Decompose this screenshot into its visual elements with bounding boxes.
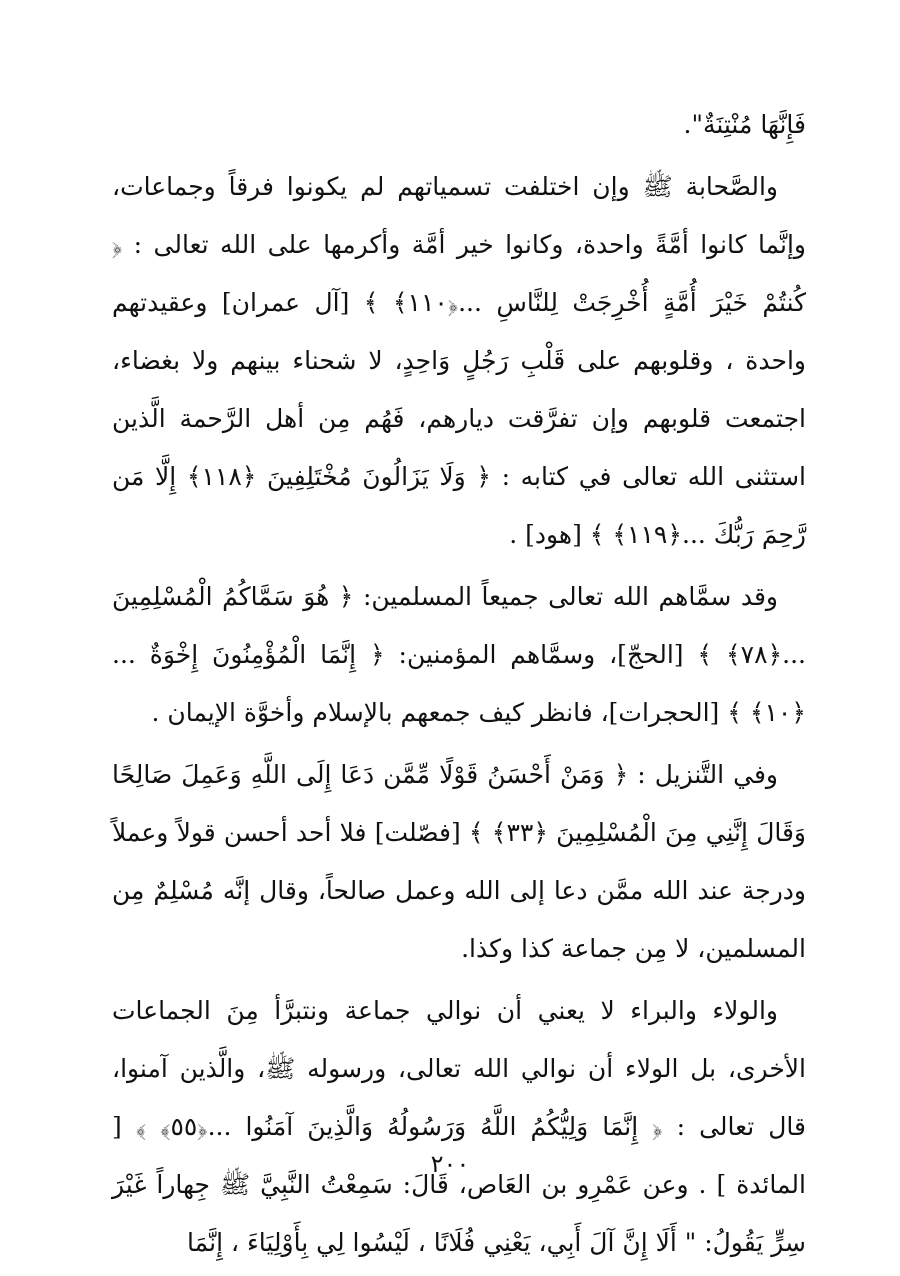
paragraph-4: وفي التَّنزيل : ﴿ وَمَنْ أَحْسَنُ قَوْلًا مِّمَّن دَعَا إِلَى اللَّهِ وَعَمِلَ صَالِحًا وَقَالَ إِنَّنِي مِنَ الْمُسْلِمِينَ ﴿٣٣﴾ ﴾ [فصّلت] فلا أحد أحسن قولاً وعملاً ودرجة عند الله ممَّن دعا إلى الله وعمل صالحاً، وقال إنَّه مُسْلِمٌ مِن المسلمين، لا مِن جماعة كذا وكذا. — [112, 760, 806, 963]
paragraph-5: والولاء والبراء لا يعني أن نوالي جماعة ونتبرَّأ مِنَ الجماعات الأخرى، بل الولاء أن نوالي الله تعالى، ورسوله ﷺ، والَّذين آمنوا، قال تعالى : ﴿ إِنَّمَا وَلِيُّكُمُ اللَّهُ وَرَسُولُهُ وَالَّذِينَ آمَنُوا ...﴿٥٥﴾ ﴾ [ المائدة ] . وعن عَمْرِو بن العَاص، قَالَ: سَمِعْتُ النَّبِيَّ ﷺ جِهاراً غَيْرَ سِرٍّ يَقُولُ: " أَلَا إِنَّ آلَ أَبِي، يَعْنِي فُلَانًا ، لَيْسُوا لِي بِأَوْلِيَاءَ ، إِنَّمَا — [112, 996, 806, 1257]
paragraph-3: وقد سمَّاهم الله تعالى جميعاً المسلمين: ﴿ هُوَ سَمَّاكُمُ الْمُسْلِمِينَ ...﴿٧٨﴾ ﴾ [الحجّ]، وسمَّاهم المؤمنين: ﴿ إِنَّمَا الْمُؤْمِنُونَ إِخْوَةٌ ...﴿١٠﴾ ﴾ [الحجرات]، فانظر كيف جمعهم بالإسلام وأخوَّة الإيمان . — [112, 582, 806, 727]
paragraph-2: والصَّحابة ﷺ وإن اختلفت تسمياتهم لم يكونوا فرقاً وجماعات، وإنَّما كانوا أمَّةً واحدة، وكانوا خير أمَّة وأكرمها على الله تعالى : ﴿ كُنتُمْ خَيْرَ أُمَّةٍ أُخْرِجَتْ لِلنَّاسِ ...﴿١١٠﴾ ﴾ [آل عمران] وعقيدتهم واحدة ، وقلوبهم على قَلْبِ رَجُلٍ وَاحِدٍ، لا شحناء بينهم ولا بغضاء، اجتمعت قلوبهم وإن تفرَّقت ديارهم، فَهُم مِن أهل الرَّحمة الَّذين استثنى الله تعالى في كتابه : ﴿ وَلَا يَزَالُونَ مُخْتَلِفِينَ ﴿١١٨﴾ إِلَّا مَن رَّحِمَ رَبُّكَ ...﴿١١٩﴾ ﴾ [هود] . — [112, 172, 807, 549]
paragraph-1: فَإِنَّهَا مُنْتِنَةٌ". — [683, 110, 806, 139]
page-number: ٢٠٠ — [430, 1150, 470, 1178]
body-text — [112, 96, 806, 1276]
